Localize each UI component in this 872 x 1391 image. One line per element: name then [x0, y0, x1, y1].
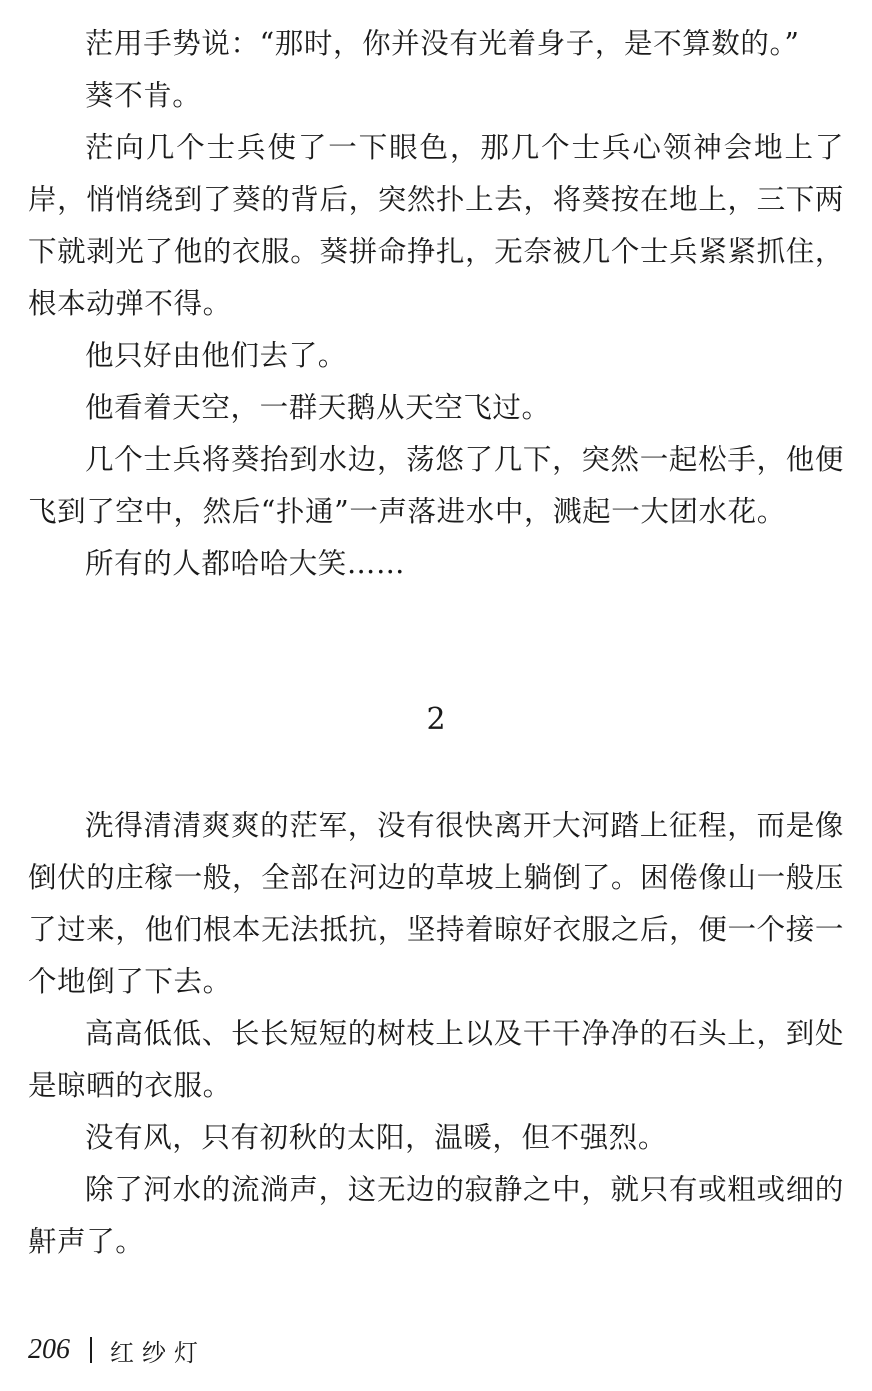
page-number: 206 [28, 1334, 70, 1365]
paragraph: 除了河水的流淌声，这无边的寂静之中，就只有或粗或细的鼾声了。 [28, 1173, 844, 1258]
paragraph: 他看着天空，一群天鹅从天空飞过。 [85, 391, 551, 424]
running-title: 红纱灯 [110, 1338, 206, 1367]
paragraph: 没有风，只有初秋的太阳，温暖，但不强烈。 [85, 1121, 668, 1154]
page-footer [28, 1330, 206, 1370]
paragraph: 茫用手势说：“那时，你并没有光着身子，是不算数的。” [85, 27, 800, 60]
text-block-section-2 [28, 800, 844, 1268]
paragraph: 几个士兵将葵抬到水边，荡悠了几下，突然一起松手，他便飞到了空中，然后“扑通”一声落进水中，溅起一大团水花。 [28, 443, 844, 528]
text-block-before-section [28, 18, 844, 590]
paragraph: 洗得清清爽爽的茫军，没有很快离开大河踏上征程，而是像倒伏的庄稼一般，全部在河边的草坡上躺倒了。困倦像山一般压了过来，他们根本无法抵抗，坚持着晾好衣服之后，便一个接一个地倒了下去。 [28, 809, 844, 998]
footer-divider [90, 1337, 92, 1363]
section-number: 2 [426, 702, 446, 737]
paragraph: 所有的人都哈哈大笑…… [85, 547, 406, 580]
paragraph: 茫向几个士兵使了一下眼色，那几个士兵心领神会地上了岸，悄悄绕到了葵的背后，突然扑上去，将葵按在地上，三下两下就剥光了他的衣服。葵拼命挣扎，无奈被几个士兵紧紧抓住，根本动弹不得。 [28, 131, 844, 320]
paragraph: 高高低低、长长短短的树枝上以及干干净净的石头上，到处是晾晒的衣服。 [28, 1017, 844, 1102]
paragraph: 葵不肯。 [85, 79, 202, 112]
paragraph: 他只好由他们去了。 [85, 339, 347, 372]
